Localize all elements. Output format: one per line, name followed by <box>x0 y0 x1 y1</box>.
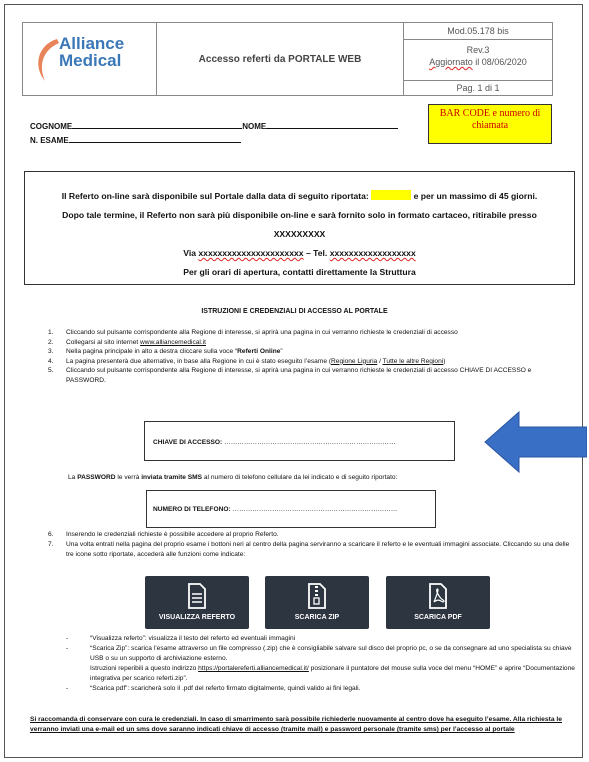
step-6: 6. Inserendo le credenziali richieste è possibile accedere al proprio Referto. <box>48 531 279 538</box>
step-6-text: Inserendo le credenziali richieste è possibile accedere al proprio Referto. <box>66 531 279 538</box>
updated-date: il 08/06/2020 <box>475 57 527 67</box>
step-4-prefix: La pagina presenterà due alternative, in base alla Regione in cui è stato eseguito l’esame ( <box>66 357 332 365</box>
desc-zip-text <box>90 644 578 684</box>
step-7-text: Una volta entrati nella pagina del proprio esame i bottoni neri al centro della pagina serviranno a scaricare il referto e le eventuali immagini associate. Cliccando su una delle tre icone sotto riportate, accederà alle funzioni come indicate: <box>66 541 570 558</box>
step-1: 1. Cliccando sul pulsante corrispondente alla Regione di interesse, si aprirà una pagina in cui verranno richieste le credenziali di accesso <box>48 329 458 336</box>
info-line-1a: Il Referto on-line sarà disponibile sul Portale dalla data di seguito riportata: <box>61 191 369 201</box>
n-esame-label: N. ESAME <box>30 136 69 145</box>
telephone-label <box>153 506 397 513</box>
tel-value: xxxxxxxxxxxxxxxxxx <box>329 248 416 258</box>
telephone-label-text: NUMERO DI TELEFONO: <box>153 506 231 513</box>
logo-line-1: Alliance <box>59 34 125 53</box>
revision: Rev.3 <box>466 45 490 55</box>
visualizza-referto-button[interactable] <box>145 576 249 629</box>
updated-word: Aggiornato <box>429 57 473 67</box>
access-key-dots: …………………………………………………………………… <box>224 439 396 446</box>
alliance-medical-logo-swoosh-icon <box>31 37 61 83</box>
step-7: 7. Una volta entrati nella pagina del proprio esame i bottoni neri al centro della pagina serviranno a scaricare il referto e le eventuali immagini associate. Cliccando su una delle tre icone sotto riportate, accederà alle funzioni come indicate: <box>48 540 574 560</box>
step-3-suffix: ” <box>280 348 283 356</box>
step-2-prefix: Collegarsi al sito internet <box>66 338 139 346</box>
step-2: 2. Collegarsi al sito internet www.alliancemedical.it <box>48 338 207 346</box>
desc-zip-instr-prefix: Istruzioni reperibili a questo indirizzo <box>90 665 197 672</box>
password-word: PASSWORD <box>77 474 116 481</box>
sms-text: inviata tramite SMS <box>141 474 203 481</box>
patient-fields <box>30 120 398 148</box>
info-line-3: XXXXXXXXX <box>273 229 326 239</box>
availability-info-box <box>24 171 575 285</box>
info-line-1b: e per un massimo di 45 giorni. <box>413 191 538 201</box>
n-esame-field[interactable] <box>69 134 241 143</box>
nome-label: NOME <box>242 122 267 131</box>
document-meta <box>404 23 552 95</box>
footer-note: Si raccomanda di conservare con cura le credenziali. In caso di smarrimento sarà possibile richiederle nuovamente al centro dove ha eseguito l’esame. Alla richiesta le verranno inviati una e-mail ed un sms dove saranno indicati chiave di accesso (tramite mail) e password personale (tramite sms) per l’accesso al portale <box>30 716 562 733</box>
cognome-label: COGNOME <box>30 122 73 131</box>
zip-file-icon <box>307 583 327 609</box>
access-key-label <box>153 439 396 446</box>
document-title: Accesso referti da PORTALE WEB <box>157 23 404 95</box>
module-code: Mod.05.178 bis <box>404 23 552 40</box>
function-descriptions <box>66 634 578 694</box>
desc-visualizza-text: “Visualizza referto”: visualizza il testo del referto ed eventuali immagini <box>90 635 296 642</box>
instructions-title: ISTRUZIONI E CREDENZIALI DI ACCESSO AL PORTALE <box>201 308 388 315</box>
date-highlight <box>371 190 411 200</box>
desc-pdf: - “Scarica pdf”: scaricherà solo il .pdf del referto firmato digitalmente, quindi valido ai fini legali. <box>66 685 361 692</box>
desc-zip-main: “Scarica Zip”: scarica l’esame attraverso un file compresso (.zip) che è consigliabile salvare sul disco del proprio pc, o se da consegnare ad uno specialista su chiave USB o su un supporto di archiviazione esterno. <box>90 645 572 662</box>
step-1-text: Cliccando sul pulsante corrispondente alla Regione di interesse, si aprirà una pagina in cui verranno richieste le credenziali di accesso <box>66 329 458 336</box>
password-line <box>68 474 397 481</box>
step-4-text <box>66 357 445 367</box>
step-2-text <box>66 338 206 348</box>
step-3-prefix: Nella pagina principale in alto a destra cliccare sulla voce “ <box>66 348 238 356</box>
via-value: xxxxxxxxxxxxxxxxxxxxxx <box>198 248 304 258</box>
step-5-text: Cliccando sul pulsante corrispondente alla Regione di interesse, si aprirà una pagina in cui verranno richieste le credenziali di accesso CHIAVE DI ACCESSO e PASSWORD. <box>66 367 532 384</box>
telephone-dots: ………………………………………………………………… <box>232 506 398 513</box>
barcode-box: BAR CODE e numero di chiamata <box>428 104 552 144</box>
left-arrow-icon <box>483 410 587 474</box>
logo-line-2: Medical <box>59 51 122 70</box>
scarica-zip-button[interactable] <box>265 576 369 629</box>
pdf-icon <box>428 583 448 609</box>
document-icon <box>187 583 207 609</box>
document-header <box>22 22 553 96</box>
name-row <box>30 120 398 134</box>
info-line-5: Per gli orari di apertura, contatti direttamente la Struttura <box>183 267 416 277</box>
step-4-suffix: ) <box>443 357 446 365</box>
cognome-field[interactable] <box>72 120 242 129</box>
info-line-2: Dopo tale termine, il Referto non sarà più disponibile on-line e sarà fornito solo in formato cartaceo, ritirabile presso <box>62 210 537 220</box>
referti-online-text: Referti Online <box>237 348 281 356</box>
step-5: 5. Cliccando sul pulsante corrispondente alla Regione di interesse, si aprirà una pagina in cui verranno richieste le credenziali di accesso CHIAVE DI ACCESSO e PASSWORD. <box>48 366 568 385</box>
scarica-pdf-button[interactable] <box>386 576 490 629</box>
scarica-pdf-label: SCARICA PDF <box>414 614 462 621</box>
tel-label: – Tel. <box>305 248 328 258</box>
access-key-box[interactable] <box>144 421 455 461</box>
scarica-zip-label: SCARICA ZIP <box>294 614 340 621</box>
alliance-medical-logo <box>59 35 124 69</box>
page-number: Pag. 1 di 1 <box>456 83 500 93</box>
password-line-a: La <box>68 474 76 481</box>
step-4-sep: / <box>377 357 383 365</box>
password-line-e: al numero di telefono cellulare da lei indicato e di seguito riportato: <box>203 474 398 481</box>
regione-liguria-link[interactable]: Regione Liguria <box>331 357 378 365</box>
desc-zip-instr-suffix: posizionare il puntatore del mouse sulla voce del menu “HOME” e aprire “Documentazione integrativa per scarico referti.zip”. <box>90 665 575 682</box>
access-key-label-text: CHIAVE DI ACCESSO: <box>153 439 223 446</box>
exam-row <box>30 134 398 148</box>
logo-cell <box>23 23 157 95</box>
step-4: 4. La pagina presenterà due alternative, in base alla Regione in cui è stato eseguito l’esame (Regione Liguria / Tutte le altre Regioni) <box>48 357 446 365</box>
telephone-box[interactable] <box>146 490 436 528</box>
info-line-4 <box>25 244 574 263</box>
desc-visualizza: - “Visualizza referto”: visualizza il testo del referto ed eventuali immagini <box>66 635 296 642</box>
step-3: 3. Nella pagina principale in alto a destra cliccare sulla voce “Referti Online” <box>48 348 283 356</box>
portalereferti-link[interactable]: https://portalereferti.alliancemedical.it/ <box>198 665 309 672</box>
desc-zip: - “Scarica Zip”: scarica l’esame attraverso un file compresso (.zip) che è consigliabile salvare sul disco del proprio pc, o se da consegnare ad uno specialista su chiave USB o su un supporto di archiviazione esterno. Istruzioni reperibili a questo indirizzo https://portalereferti.alliancemedical.it/ posizionare il puntatore del mouse sulla voce del menu “HOME” e aprire “Documentazione integrativa per scarico referti.zip”. <box>66 644 578 684</box>
desc-pdf-text: “Scarica pdf”: scaricherà solo il .pdf del referto firmato digitalmente, quindi valido ai fini legali. <box>90 685 361 692</box>
via-label: Via <box>183 248 197 258</box>
step-3-text <box>66 347 283 357</box>
revision-cell <box>404 40 552 81</box>
nome-field[interactable] <box>266 120 398 129</box>
altre-regioni-link[interactable]: Tutte le altre Regioni <box>382 357 444 365</box>
password-line-c: le verrà <box>117 474 140 481</box>
updated-line <box>404 56 552 68</box>
alliancemedical-link[interactable]: www.alliancemedical.it <box>140 338 207 346</box>
visualizza-referto-label: VISUALIZZA REFERTO <box>158 614 236 621</box>
steps-list-2 <box>48 530 574 560</box>
info-line-1 <box>25 187 574 206</box>
steps-list-1 <box>48 328 568 386</box>
